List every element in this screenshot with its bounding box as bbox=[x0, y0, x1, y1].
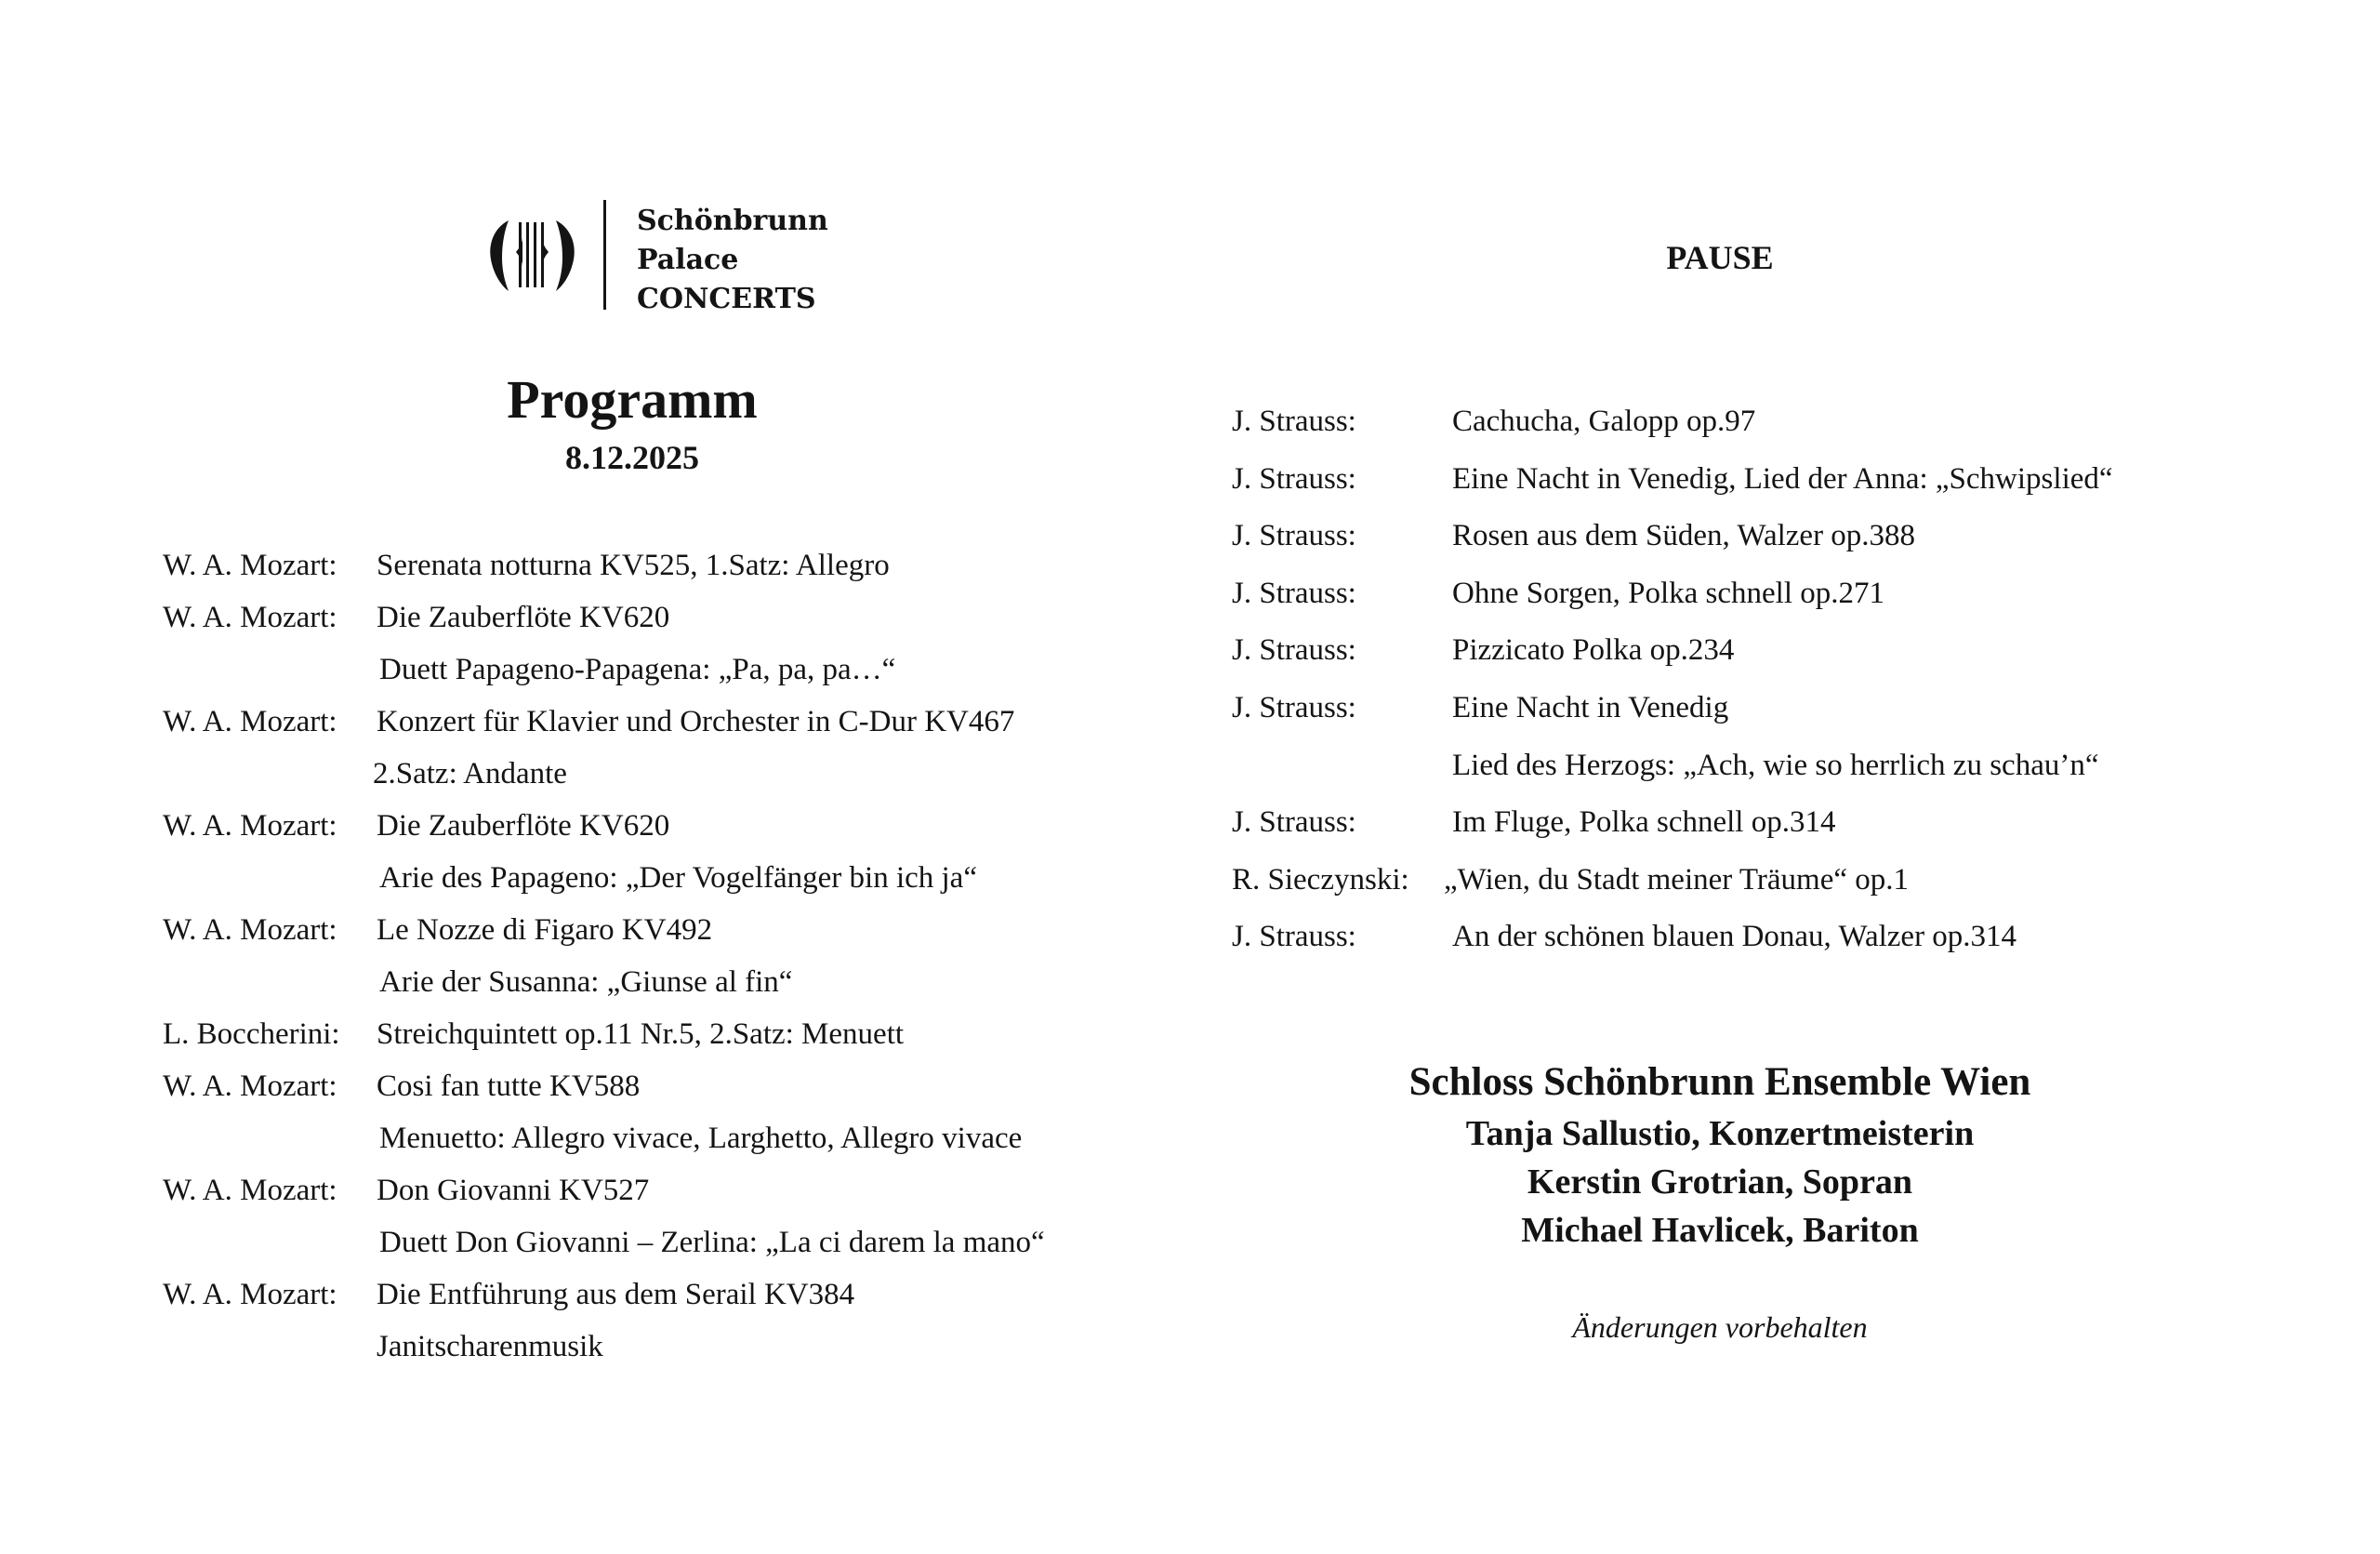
composer: W. A. Mozart: bbox=[163, 705, 337, 738]
program-item bbox=[1232, 565, 2254, 623]
work-title: Eine Nacht in Venedig bbox=[1452, 690, 1729, 724]
composer: W. A. Mozart: bbox=[163, 1174, 337, 1207]
violin-logo-icon bbox=[488, 217, 576, 295]
program-item bbox=[1232, 393, 2254, 451]
composer: J. Strauss: bbox=[1232, 405, 1356, 438]
program-item-detail bbox=[163, 1321, 1185, 1373]
program-item-detail bbox=[163, 644, 1185, 696]
logo-wordmark bbox=[637, 202, 828, 319]
program-item bbox=[163, 591, 1185, 644]
work-title: Le Nozze di Figaro KV492 bbox=[377, 913, 713, 947]
program-item bbox=[163, 904, 1185, 956]
program-item bbox=[163, 696, 1185, 748]
program-date: 8.12.2025 bbox=[565, 439, 699, 476]
performer: Michael Havlicek, Bariton bbox=[1521, 1211, 1919, 1250]
composer: W. A. Mozart: bbox=[163, 601, 337, 634]
composer: W. A. Mozart: bbox=[163, 549, 337, 582]
program-item-detail bbox=[1232, 737, 2254, 795]
changes-disclaimer: Änderungen vorbehalten bbox=[1572, 1310, 1868, 1344]
program-item bbox=[163, 1164, 1185, 1216]
program-item bbox=[163, 1060, 1185, 1112]
work-title: Im Fluge, Polka schnell op.314 bbox=[1452, 805, 1836, 840]
logo-line-2: Palace bbox=[637, 244, 739, 276]
work-title: Streichquintett op.11 Nr.5, 2.Satz: Menuett bbox=[377, 1017, 905, 1051]
first-half-list bbox=[163, 539, 1185, 1373]
program-item-detail bbox=[163, 1112, 1185, 1164]
work-title: Pizzicato Polka op.234 bbox=[1452, 633, 1735, 668]
program-item-detail bbox=[163, 1216, 1185, 1268]
logo-line-1: Schönbrunn bbox=[637, 205, 828, 237]
work-title: Cosi fan tutte KV588 bbox=[377, 1069, 641, 1103]
program-item bbox=[1232, 451, 2254, 509]
work-title: „Wien, du Stadt meiner Träume“ op.1 bbox=[1444, 862, 1909, 897]
program-title: Programm bbox=[507, 369, 758, 430]
program-item bbox=[1232, 794, 2254, 852]
composer: J. Strauss: bbox=[1232, 576, 1356, 610]
program-item bbox=[163, 1268, 1185, 1321]
work-title: An der schönen blauen Donau, Walzer op.314 bbox=[1452, 920, 2017, 954]
composer: J. Strauss: bbox=[1232, 633, 1356, 668]
composer: W. A. Mozart: bbox=[163, 1278, 337, 1311]
program-item-detail bbox=[163, 956, 1185, 1008]
composer: J. Strauss: bbox=[1232, 805, 1356, 840]
work-title: Don Giovanni KV527 bbox=[377, 1174, 650, 1207]
program-item bbox=[163, 539, 1185, 591]
work-detail: 2.Satz: Andante bbox=[373, 757, 567, 790]
composer: J. Strauss: bbox=[1232, 920, 1356, 954]
work-title: Die Zauberflöte KV620 bbox=[377, 601, 670, 634]
work-detail: Duett Papageno-Papagena: „Pa, pa, pa…“ bbox=[379, 653, 896, 686]
program-item bbox=[1232, 622, 2254, 680]
program-item bbox=[1232, 508, 2254, 565]
ensemble-name: Schloss Schönbrunn Ensemble Wien bbox=[1408, 1060, 2031, 1104]
composer: J. Strauss: bbox=[1232, 461, 1356, 496]
program-item-detail bbox=[163, 852, 1185, 904]
performer: Kerstin Grotrian, Sopran bbox=[1527, 1162, 1913, 1202]
performer: Tanja Sallustio, Konzertmeisterin bbox=[1465, 1114, 1975, 1153]
program-item-detail bbox=[163, 748, 1185, 800]
work-detail: Arie des Papageno: „Der Vogelfänger bin ich ja“ bbox=[379, 861, 977, 895]
work-title: Ohne Sorgen, Polka schnell op.271 bbox=[1452, 576, 1885, 610]
program-item bbox=[1232, 909, 2254, 966]
second-half-list bbox=[1232, 393, 2254, 966]
logo-divider bbox=[603, 200, 606, 310]
composer: J. Strauss: bbox=[1232, 519, 1356, 553]
pause-heading: PAUSE bbox=[1666, 239, 1774, 276]
logo-line-3: CONCERTS bbox=[637, 283, 816, 315]
work-title: Die Zauberflöte KV620 bbox=[377, 809, 670, 843]
work-title: Serenata notturna KV525, 1.Satz: Allegro bbox=[377, 549, 890, 582]
work-title: Die Entführung aus dem Serail KV384 bbox=[377, 1278, 855, 1311]
program-item bbox=[163, 1008, 1185, 1060]
work-title: Rosen aus dem Süden, Walzer op.388 bbox=[1452, 519, 1916, 553]
composer: R. Sieczynski: bbox=[1232, 862, 1409, 897]
work-detail: Menuetto: Allegro vivace, Larghetto, Allegro vivace bbox=[379, 1122, 1023, 1155]
composer: W. A. Mozart: bbox=[163, 1069, 337, 1103]
work-title: Eine Nacht in Venedig, Lied der Anna: „Schwipslied“ bbox=[1452, 461, 2113, 496]
composer: J. Strauss: bbox=[1232, 690, 1356, 724]
composer: W. A. Mozart: bbox=[163, 913, 337, 947]
work-detail: Janitscharenmusik bbox=[377, 1330, 603, 1363]
program-item bbox=[1232, 680, 2254, 737]
program-item bbox=[1232, 852, 2254, 910]
ensemble-block bbox=[1302, 1056, 2138, 1255]
work-detail: Lied des Herzogs: „Ach, wie so herrlich zu schau’n“ bbox=[1452, 748, 2099, 782]
work-detail: Duett Don Giovanni – Zerlina: „La ci darem la mano“ bbox=[379, 1226, 1045, 1259]
work-title: Konzert für Klavier und Orchester in C-Dur KV467 bbox=[377, 705, 1015, 738]
composer: L. Boccherini: bbox=[163, 1017, 340, 1051]
work-detail: Arie der Susanna: „Giunse al fin“ bbox=[379, 965, 793, 999]
schoenbrunn-logo bbox=[488, 200, 828, 315]
program-item bbox=[163, 800, 1185, 852]
composer: W. A. Mozart: bbox=[163, 809, 337, 843]
work-title: Cachucha, Galopp op.97 bbox=[1452, 405, 1756, 438]
